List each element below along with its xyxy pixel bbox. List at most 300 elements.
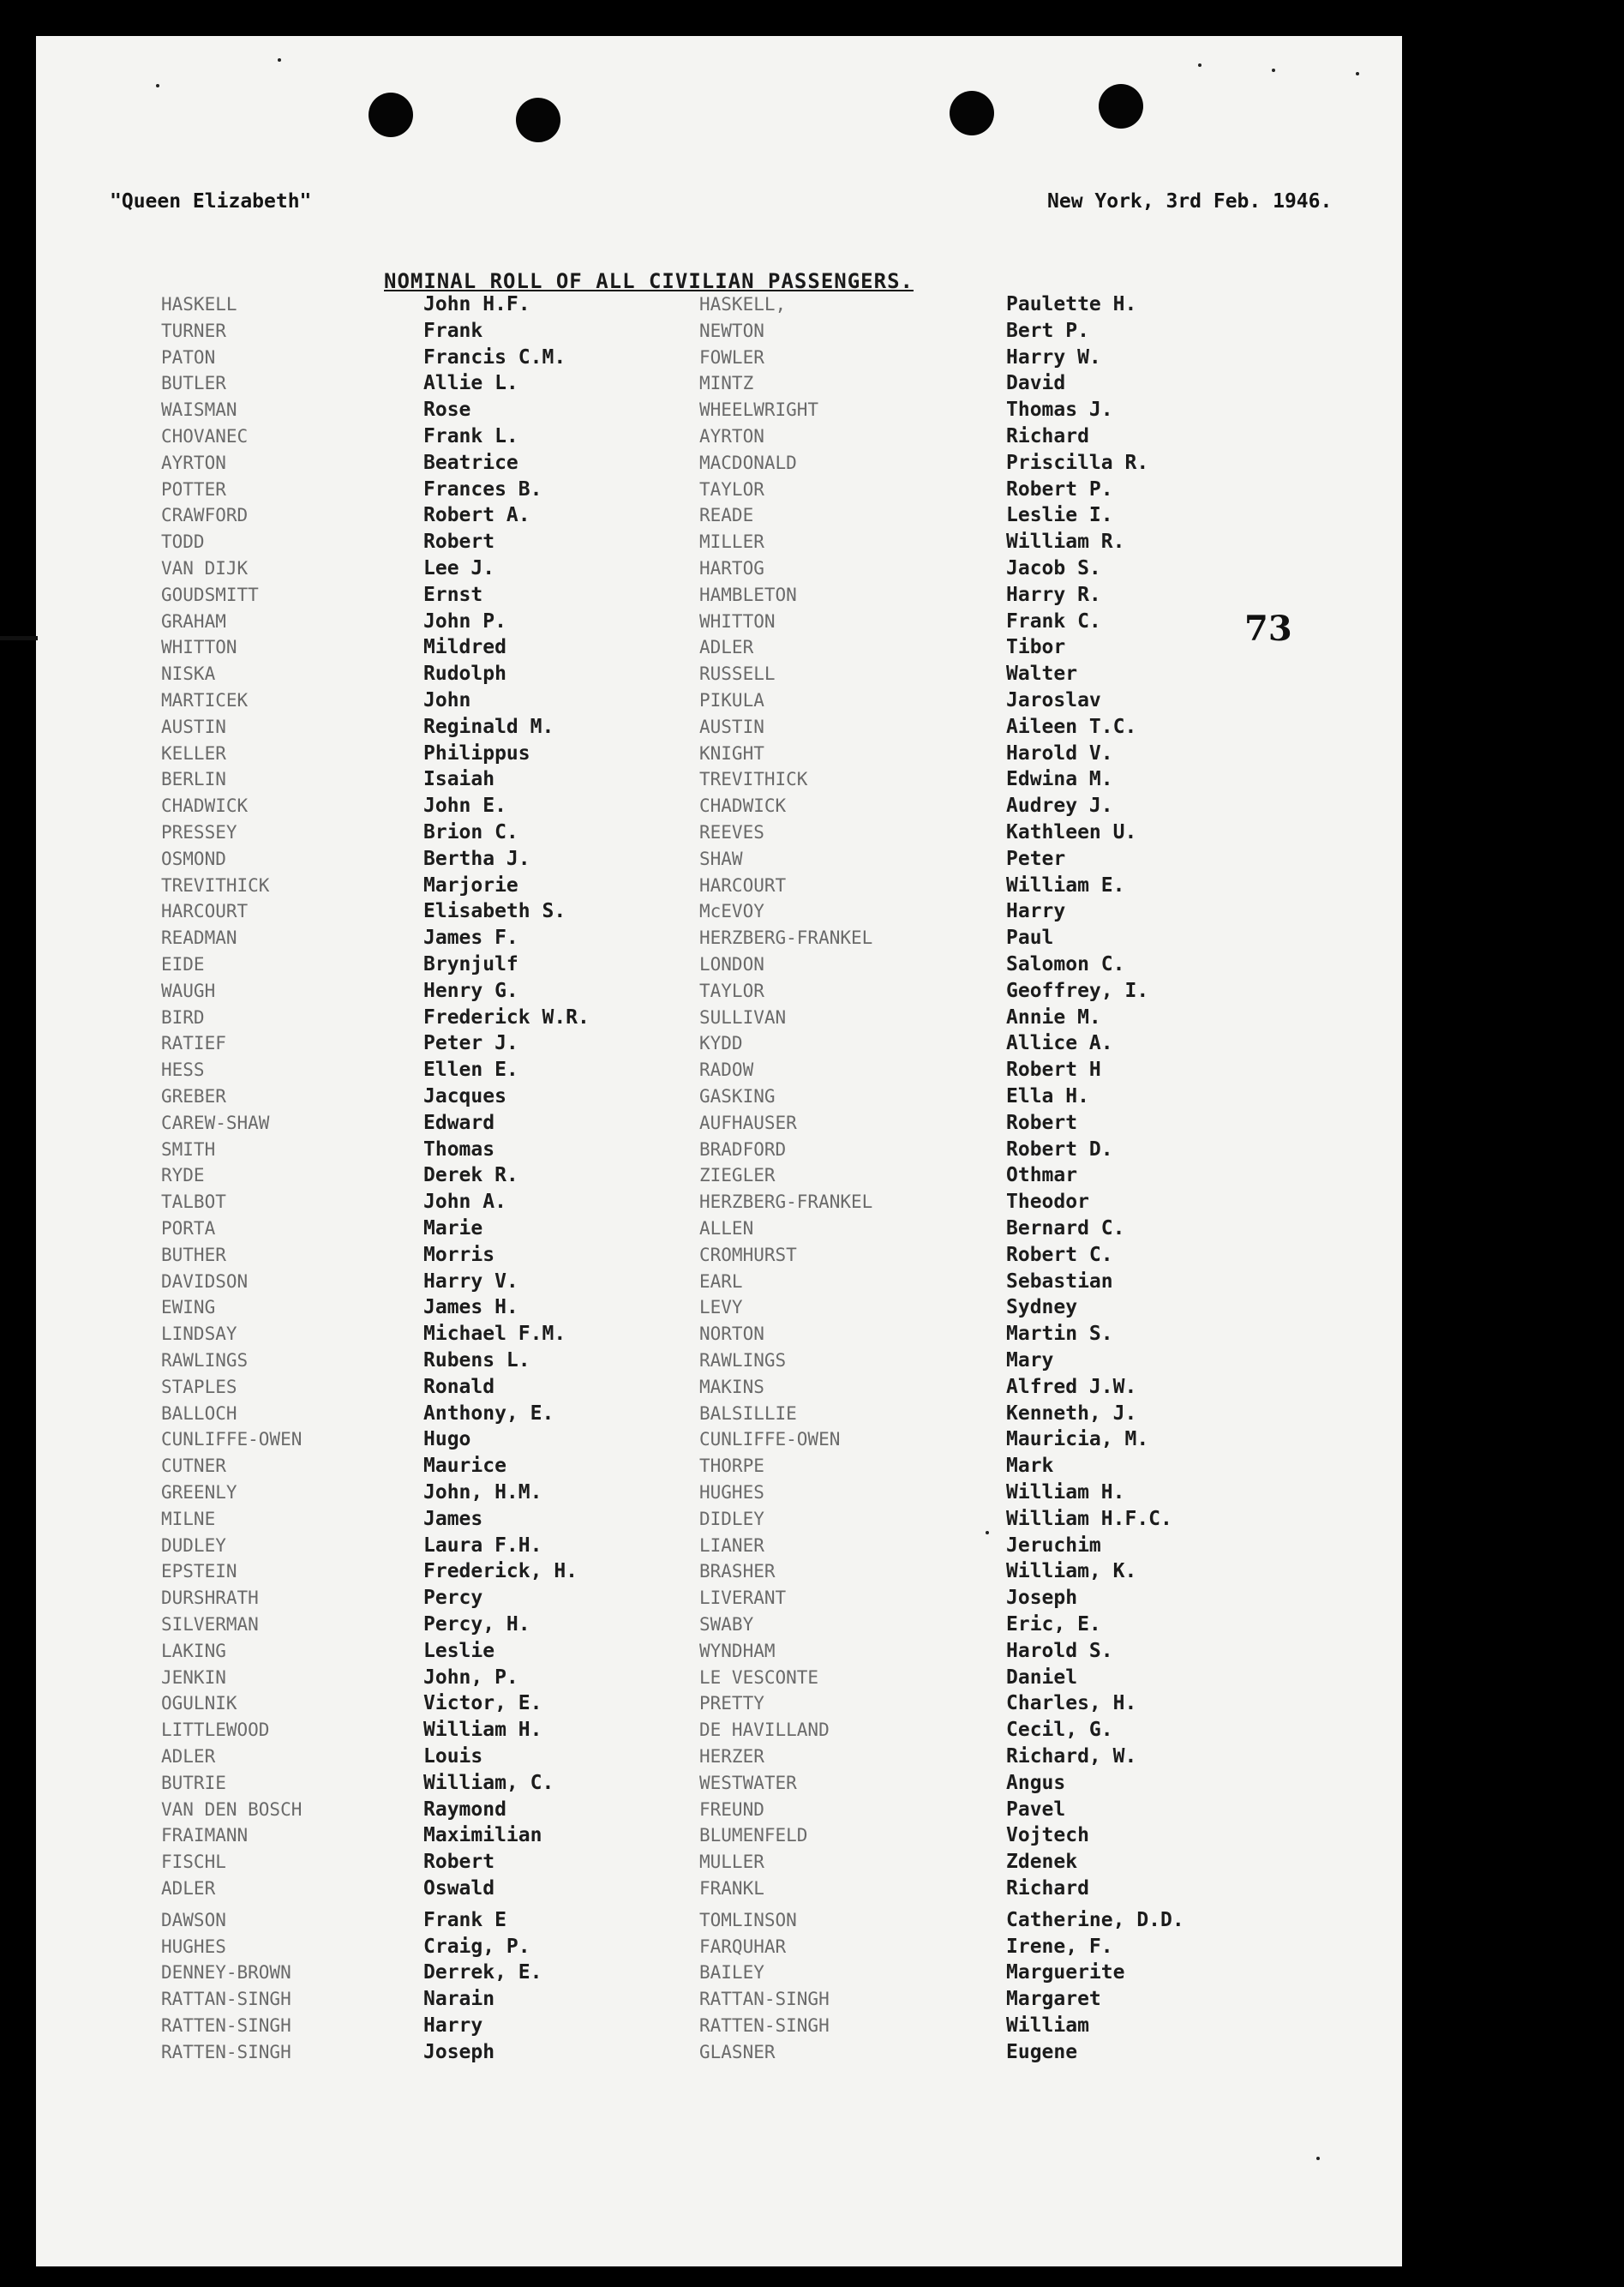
given-names-2: Frank C.	[1006, 609, 1101, 633]
given-names-2: Catherine, D.D.	[1006, 1908, 1184, 1931]
given-names-1: Brynjulf	[423, 953, 518, 975]
surname-1: LAKING	[161, 1640, 226, 1661]
given-names-1: Henry G.	[423, 979, 518, 1002]
given-names-2: Kathleen U.	[1006, 821, 1137, 843]
surname-1: FRAIMANN	[161, 1825, 249, 1846]
given-names-1: Ellen E.	[423, 1059, 518, 1082]
given-names-1: Anthony, E.	[423, 1402, 554, 1425]
table-row	[36, 1934, 1402, 1960]
surname-2: PIKULA	[699, 690, 764, 711]
surname-1: TODD	[161, 531, 205, 553]
table-row	[36, 345, 1402, 370]
surname-2: RAWLINGS	[699, 1350, 787, 1371]
given-names-2: Paulette H.	[1006, 293, 1137, 315]
surname-1: FISCHL	[161, 1852, 226, 1873]
given-names-1: Rubens L.	[423, 1349, 530, 1372]
given-names-1: Philippus	[423, 741, 530, 765]
surname-2: THORPE	[699, 1456, 764, 1477]
surname-1: POTTER	[161, 478, 226, 500]
surname-1: STAPLES	[161, 1376, 237, 1397]
table-row	[36, 898, 1402, 924]
given-names-2: Charles, H.	[1006, 1692, 1137, 1715]
surname-2: NORTON	[699, 1324, 764, 1345]
given-names-1: Rudolph	[423, 663, 506, 686]
given-names-1: John E.	[423, 795, 506, 818]
given-names-2: Eugene	[1006, 2040, 1078, 2063]
table-row	[36, 1057, 1402, 1083]
table-row	[36, 397, 1402, 423]
surname-2: REEVES	[699, 822, 764, 843]
surname-2: AUFHAUSER	[699, 1112, 797, 1133]
margin-mark	[0, 636, 38, 640]
given-names-1: Francis C.M.	[423, 345, 566, 369]
given-names-1: Maurice	[423, 1455, 506, 1478]
surname-2: LIANER	[699, 1534, 764, 1556]
table-row	[36, 1083, 1402, 1109]
surname-1: LITTLEWOOD	[161, 1720, 270, 1741]
surname-1: RAWLINGS	[161, 1350, 249, 1371]
given-names-1: Marie	[423, 1217, 483, 1240]
surname-1: RATTAN-SINGH	[161, 1989, 291, 2010]
given-names-1: John, P.	[423, 1666, 518, 1689]
surname-2: BAILEY	[699, 1962, 764, 1984]
given-names-1: Elisabeth S.	[423, 900, 566, 923]
given-names-1: Mildred	[423, 636, 506, 659]
surname-1: DAWSON	[161, 1909, 226, 1930]
given-names-2: David	[1006, 372, 1066, 395]
given-names-1: James F.	[423, 927, 518, 950]
given-names-2: Vojtech	[1006, 1824, 1089, 1847]
surname-2: WESTWATER	[699, 1772, 797, 1793]
given-names-1: Robert	[423, 1851, 495, 1874]
table-row	[36, 529, 1402, 555]
table-row	[36, 370, 1402, 396]
surname-1: EWING	[161, 1297, 216, 1318]
table-row	[36, 1374, 1402, 1400]
surname-2: McEVOY	[699, 901, 764, 922]
given-names-1: William H.	[423, 1719, 542, 1742]
table-row	[36, 1321, 1402, 1347]
given-names-2: Sebastian	[1006, 1270, 1113, 1293]
surname-1: PRESSEY	[161, 822, 237, 843]
table-row	[36, 1162, 1402, 1188]
surname-1: PATON	[161, 346, 216, 368]
given-names-2: Harry R.	[1006, 583, 1101, 606]
surname-2: LIVERANT	[699, 1588, 787, 1609]
surname-2: FRANKL	[699, 1878, 764, 1899]
surname-1: EIDE	[161, 954, 205, 975]
given-names-2: Robert P.	[1006, 477, 1113, 501]
table-row	[36, 1986, 1402, 2012]
given-names-2: Walter	[1006, 663, 1078, 686]
surname-1: OSMOND	[161, 848, 226, 869]
table-row	[36, 1480, 1402, 1505]
given-names-2: Harold S.	[1006, 1639, 1113, 1662]
given-names-2: Joseph	[1006, 1587, 1078, 1610]
given-names-2: Zdenek	[1006, 1851, 1078, 1874]
given-names-1: John H.F.	[423, 293, 530, 315]
given-names-2: Robert H	[1006, 1059, 1101, 1082]
given-names-2: Ella H.	[1006, 1085, 1089, 1107]
given-names-2: William E.	[1006, 873, 1125, 897]
given-names-2: William H.	[1006, 1481, 1125, 1504]
given-names-2: Edwina M.	[1006, 768, 1113, 791]
table-row	[36, 1242, 1402, 1268]
given-names-1: Frederick, H.	[423, 1560, 578, 1583]
given-names-2: Robert C.	[1006, 1243, 1113, 1266]
given-names-2: Martin S.	[1006, 1323, 1113, 1346]
surname-2: KNIGHT	[699, 742, 764, 764]
surname-2: BALSILLIE	[699, 1402, 797, 1424]
surname-1: JENKIN	[161, 1666, 226, 1688]
surname-1: GREENLY	[161, 1482, 237, 1503]
surname-1: KELLER	[161, 742, 226, 764]
surname-1: RATIEF	[161, 1033, 226, 1054]
table-row	[36, 1005, 1402, 1030]
surname-2: AYRTON	[699, 426, 764, 447]
surname-2: FOWLER	[699, 346, 764, 368]
surname-1: TALBOT	[161, 1192, 226, 1213]
table-row	[36, 423, 1402, 449]
given-names-1: Hugo	[423, 1428, 471, 1451]
ship-name: "Queen Elizabeth"	[110, 190, 312, 213]
given-names-2: Theodor	[1006, 1191, 1089, 1214]
given-names-2: Alfred J.W.	[1006, 1375, 1137, 1398]
given-names-1: Maximilian	[423, 1824, 542, 1847]
surname-1: AYRTON	[161, 452, 226, 473]
surname-2: WHITTON	[699, 610, 776, 632]
given-names-1: Brion C.	[423, 821, 518, 843]
table-row	[36, 1744, 1402, 1769]
surname-1: VAN DIJK	[161, 558, 249, 579]
surname-2: TOMLINSON	[699, 1909, 797, 1930]
given-names-1: Harry	[423, 2014, 483, 2037]
surname-2: LEVY	[699, 1297, 743, 1318]
table-row	[36, 714, 1402, 740]
surname-2: RADOW	[699, 1059, 754, 1081]
surname-1: DUDLEY	[161, 1534, 226, 1556]
surname-2: MULLER	[699, 1852, 764, 1873]
given-names-1: John A.	[423, 1191, 506, 1214]
surname-1: HASKELL	[161, 294, 237, 315]
surname-2: SULLIVAN	[699, 1006, 787, 1028]
surname-1: SMITH	[161, 1138, 216, 1160]
table-row	[36, 846, 1402, 872]
given-names-1: James H.	[423, 1296, 518, 1319]
table-row	[36, 661, 1402, 687]
given-names-2: Robert D.	[1006, 1137, 1113, 1161]
table-row	[36, 1189, 1402, 1215]
surname-1: OGULNIK	[161, 1693, 237, 1714]
surname-2: BLUMENFELD	[699, 1825, 808, 1846]
surname-1: GOUDSMITT	[161, 584, 259, 605]
table-row	[36, 819, 1402, 845]
given-names-1: Harry V.	[423, 1270, 518, 1293]
surname-2: PRETTY	[699, 1693, 764, 1714]
given-names-1: Joseph	[423, 2040, 495, 2063]
surname-1: ADLER	[161, 1746, 216, 1767]
table-row	[36, 925, 1402, 951]
table-row	[36, 1401, 1402, 1426]
table-row	[36, 1453, 1402, 1479]
surname-2: READE	[699, 505, 754, 526]
surname-1: GREBER	[161, 1086, 226, 1107]
table-row	[36, 1030, 1402, 1056]
place-date: New York, 3rd Feb. 1946.	[1047, 190, 1333, 213]
given-names-1: Laura F.H.	[423, 1534, 542, 1557]
table-row	[36, 1960, 1402, 1985]
given-names-2: Mary	[1006, 1349, 1054, 1372]
surname-1: VAN DEN BOSCH	[161, 1798, 303, 1820]
table-row	[36, 1849, 1402, 1875]
table-row	[36, 1294, 1402, 1320]
given-names-2: Audrey J.	[1006, 795, 1113, 818]
given-names-1: Reginald M.	[423, 715, 554, 738]
given-names-1: Robert	[423, 531, 495, 554]
given-names-2: Sydney	[1006, 1296, 1078, 1319]
given-names-2: Marguerite	[1006, 1961, 1125, 1984]
given-names-2: Priscilla R.	[1006, 451, 1149, 474]
given-names-1: Oswald	[423, 1877, 495, 1900]
surname-1: WAUGH	[161, 980, 216, 1001]
surname-2: GASKING	[699, 1086, 776, 1107]
surname-2: DE HAVILLAND	[699, 1720, 830, 1741]
given-names-1: Thomas	[423, 1137, 495, 1161]
given-names-1: Morris	[423, 1243, 495, 1266]
surname-2: HARCOURT	[699, 874, 787, 896]
surname-1: CAREW-SHAW	[161, 1112, 270, 1133]
surname-1: HUGHES	[161, 1936, 226, 1957]
given-names-1: Beatrice	[423, 451, 518, 474]
surname-2: TREVITHICK	[699, 769, 808, 790]
surname-2: RATTAN-SINGH	[699, 1989, 830, 2010]
given-names-2: Aileen T.C.	[1006, 715, 1137, 738]
given-names-2: Bernard C.	[1006, 1217, 1125, 1240]
surname-2: WYNDHAM	[699, 1640, 776, 1661]
given-names-1: John	[423, 689, 471, 711]
given-names-1: Rose	[423, 399, 471, 422]
table-row	[36, 1665, 1402, 1690]
given-names-2: Tibor	[1006, 636, 1066, 659]
surname-1: WHITTON	[161, 637, 237, 658]
surname-1: HARCOURT	[161, 901, 249, 922]
surname-2: HERZBERG-FRANKEL	[699, 927, 873, 949]
surname-2: SWABY	[699, 1614, 754, 1635]
table-row	[36, 873, 1402, 898]
surname-2: CUNLIFFE-OWEN	[699, 1429, 841, 1450]
given-names-1: Jacques	[423, 1085, 506, 1107]
table-row	[36, 687, 1402, 713]
table-row	[36, 1717, 1402, 1743]
given-names-1: Derek R.	[423, 1164, 518, 1187]
given-names-2: Mauricia, M.	[1006, 1428, 1149, 1451]
given-names-2: Richard	[1006, 425, 1089, 447]
table-row	[36, 1822, 1402, 1848]
given-names-1: Frank L.	[423, 425, 518, 447]
surname-2: HERZBERG-FRANKEL	[699, 1192, 873, 1213]
table-row	[36, 1797, 1402, 1822]
given-names-2: Irene, F.	[1006, 1935, 1113, 1958]
document-page	[36, 36, 1402, 2266]
table-row	[36, 951, 1402, 977]
surname-2: HUGHES	[699, 1482, 764, 1503]
given-names-2: William	[1006, 2014, 1089, 2037]
given-names-1: John, H.M.	[423, 1481, 542, 1504]
passenger-list	[36, 36, 1402, 2266]
surname-1: READMAN	[161, 927, 237, 949]
given-names-2: Harry W.	[1006, 345, 1101, 369]
surname-1: AUSTIN	[161, 716, 226, 737]
surname-1: CRAWFORD	[161, 505, 249, 526]
table-row	[36, 1110, 1402, 1136]
given-names-2: Robert	[1006, 1111, 1078, 1134]
given-names-2: Paul	[1006, 927, 1054, 950]
table-row	[36, 793, 1402, 819]
surname-2: FREUND	[699, 1798, 764, 1820]
surname-1: EPSTEIN	[161, 1561, 237, 1582]
given-names-2: Salomon C.	[1006, 953, 1125, 975]
table-row	[36, 1137, 1402, 1162]
given-names-1: Percy	[423, 1587, 483, 1610]
given-names-1: Frederick W.R.	[423, 1005, 590, 1029]
given-names-1: Edward	[423, 1111, 495, 1134]
table-row	[36, 1533, 1402, 1558]
surname-2: AUSTIN	[699, 716, 764, 737]
given-names-2: Harry	[1006, 900, 1066, 923]
given-names-1: Louis	[423, 1745, 483, 1768]
given-names-1: Frances B.	[423, 477, 542, 501]
given-names-1: Frank	[423, 319, 483, 342]
surname-1: LINDSAY	[161, 1324, 237, 1345]
table-row	[36, 1426, 1402, 1452]
table-row	[36, 477, 1402, 502]
surname-1: BUTHER	[161, 1244, 226, 1265]
surname-1: RATTEN-SINGH	[161, 2041, 291, 2062]
surname-1: MARTICEK	[161, 690, 249, 711]
given-names-1: Ernst	[423, 583, 483, 606]
given-names-1: Percy, H.	[423, 1613, 530, 1636]
table-row	[36, 1638, 1402, 1664]
surname-1: TREVITHICK	[161, 874, 270, 896]
surname-2: MACDONALD	[699, 452, 797, 473]
given-names-2: Jacob S.	[1006, 557, 1101, 579]
table-row	[36, 318, 1402, 344]
given-names-2: Annie M.	[1006, 1005, 1101, 1029]
given-names-1: Narain	[423, 1988, 495, 2011]
given-names-2: Eric, E.	[1006, 1613, 1101, 1636]
surname-1: WAISMAN	[161, 399, 237, 421]
surname-2: CHADWICK	[699, 795, 787, 817]
table-row	[36, 2013, 1402, 2038]
surname-2: NEWTON	[699, 320, 764, 341]
table-row	[36, 555, 1402, 581]
given-names-1: Michael F.M.	[423, 1323, 566, 1346]
given-names-1: Allie L.	[423, 372, 518, 395]
given-names-1: Frank E	[423, 1908, 506, 1931]
surname-2: WHEELWRIGHT	[699, 399, 819, 421]
surname-1: GRAHAM	[161, 610, 226, 632]
surname-2: HAMBLETON	[699, 584, 797, 605]
surname-1: CUNLIFFE-OWEN	[161, 1429, 303, 1450]
surname-2: BRASHER	[699, 1561, 776, 1582]
table-row	[36, 1585, 1402, 1611]
given-names-1: Derrek, E.	[423, 1961, 542, 1984]
table-row	[36, 1348, 1402, 1373]
surname-2: RATTEN-SINGH	[699, 2015, 830, 2036]
surname-2: KYDD	[699, 1033, 743, 1054]
given-names-1: Marjorie	[423, 873, 518, 897]
given-names-1: Raymond	[423, 1798, 506, 1821]
given-names-2: Thomas J.	[1006, 399, 1113, 422]
surname-1: MILNE	[161, 1508, 216, 1529]
given-names-2: Daniel	[1006, 1666, 1078, 1689]
surname-2: LE VESCONTE	[699, 1666, 819, 1688]
surname-1: BERLIN	[161, 769, 226, 790]
table-row	[36, 1269, 1402, 1294]
surname-1: RATTEN-SINGH	[161, 2015, 291, 2036]
given-names-2: Peter	[1006, 847, 1066, 870]
surname-2: ZIEGLER	[699, 1165, 776, 1186]
table-row	[36, 978, 1402, 1004]
surname-2: TAYLOR	[699, 980, 764, 1001]
surname-1: BUTRIE	[161, 1772, 226, 1793]
given-names-1: John P.	[423, 609, 506, 633]
surname-2: ALLEN	[699, 1218, 754, 1239]
given-names-1: Peter J.	[423, 1032, 518, 1055]
page-title: NOMINAL ROLL OF ALL CIVILIAN PASSENGERS.	[384, 269, 914, 293]
surname-1: CHOVANEC	[161, 426, 249, 447]
table-row	[36, 609, 1402, 634]
surname-2: DIDLEY	[699, 1508, 764, 1529]
surname-2: RUSSELL	[699, 663, 776, 685]
table-row	[36, 2039, 1402, 2065]
given-names-2: Geoffrey, I.	[1006, 979, 1149, 1002]
given-names-2: Richard	[1006, 1877, 1089, 1900]
given-names-1: Leslie	[423, 1639, 495, 1662]
table-row	[36, 502, 1402, 528]
surname-2: MAKINS	[699, 1376, 764, 1397]
given-names-1: Lee J.	[423, 557, 495, 579]
surname-1: BALLOCH	[161, 1402, 237, 1424]
table-row	[36, 634, 1402, 660]
table-row	[36, 1876, 1402, 1901]
surname-1: BUTLER	[161, 373, 226, 394]
surname-1: DENNEY-BROWN	[161, 1962, 291, 1984]
given-names-2: Margaret	[1006, 1988, 1101, 2011]
surname-2: BRADFORD	[699, 1138, 787, 1160]
table-row	[36, 1506, 1402, 1532]
surname-2: ADLER	[699, 637, 754, 658]
given-names-2: William, K.	[1006, 1560, 1137, 1583]
given-names-1: Bertha J.	[423, 847, 530, 870]
given-names-2: Leslie I.	[1006, 504, 1113, 527]
given-names-2: Angus	[1006, 1771, 1066, 1794]
surname-2: FARQUHAR	[699, 1936, 787, 1957]
table-row	[36, 1558, 1402, 1584]
given-names-2: Kenneth, J.	[1006, 1402, 1137, 1425]
given-names-2: Bert P.	[1006, 319, 1089, 342]
given-names-2: Harold V.	[1006, 741, 1113, 765]
surname-1: NISKA	[161, 663, 216, 685]
surname-1: BIRD	[161, 1006, 205, 1028]
table-row	[36, 1907, 1402, 1933]
table-row	[36, 1612, 1402, 1637]
table-row	[36, 1770, 1402, 1796]
surname-1: CHADWICK	[161, 795, 249, 817]
given-names-2: William H.F.C.	[1006, 1507, 1172, 1530]
surname-1: SILVERMAN	[161, 1614, 259, 1635]
given-names-1: Robert A.	[423, 504, 530, 527]
